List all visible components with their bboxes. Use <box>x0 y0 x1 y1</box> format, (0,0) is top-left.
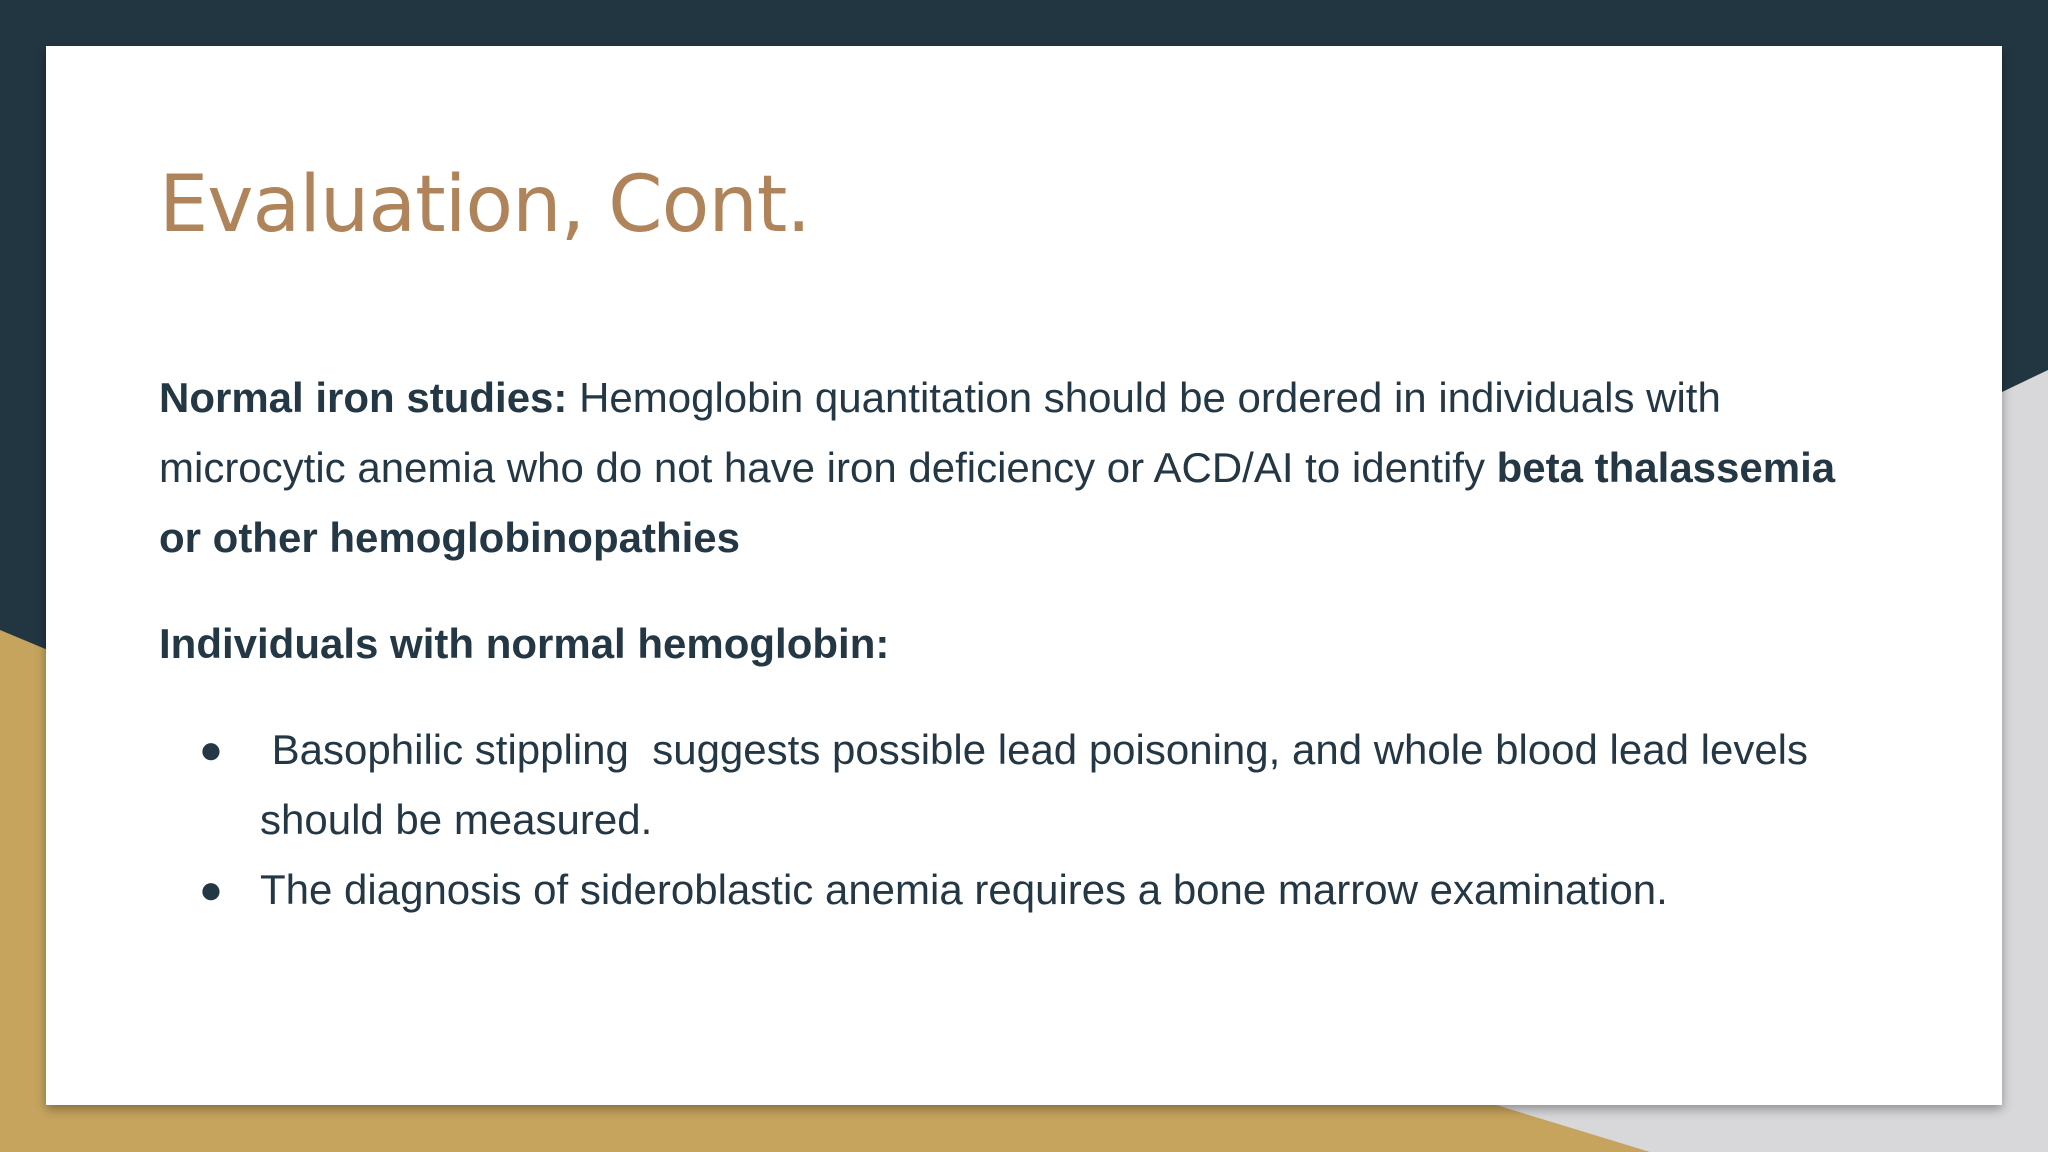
bullet-item-lead-poisoning <box>159 715 1839 855</box>
bullet-item-sideroblastic-anemia <box>159 855 1839 925</box>
subheading-normal-hemoglobin: Individuals with normal hemoglobin: <box>159 620 890 667</box>
slide-title: Evaluation, Cont. <box>159 160 811 250</box>
slide-body <box>159 363 1839 925</box>
bullet-dot-icon: ● <box>198 868 224 912</box>
paragraph-emphasis: beta thalassemia or other hemoglobinopathies <box>159 444 1836 561</box>
paragraph-text: Hemoglobin quantitation should be ordered in individuals with microcytic anemia who do not have iron deficiency or ACD/AI to identify <box>159 374 1721 491</box>
bullet-dot-icon: ● <box>198 728 224 772</box>
bullet-list <box>159 715 1839 925</box>
bullet-text: The diagnosis of sideroblastic anemia requires a bone marrow examination. <box>260 866 1668 913</box>
bullet-text: Basophilic stippling suggests possible lead poisoning, and whole blood lead levels should be measured. <box>260 726 1820 843</box>
paragraph-normal-iron-studies <box>159 363 1839 573</box>
paragraph-label: Normal iron studies: <box>159 374 568 421</box>
